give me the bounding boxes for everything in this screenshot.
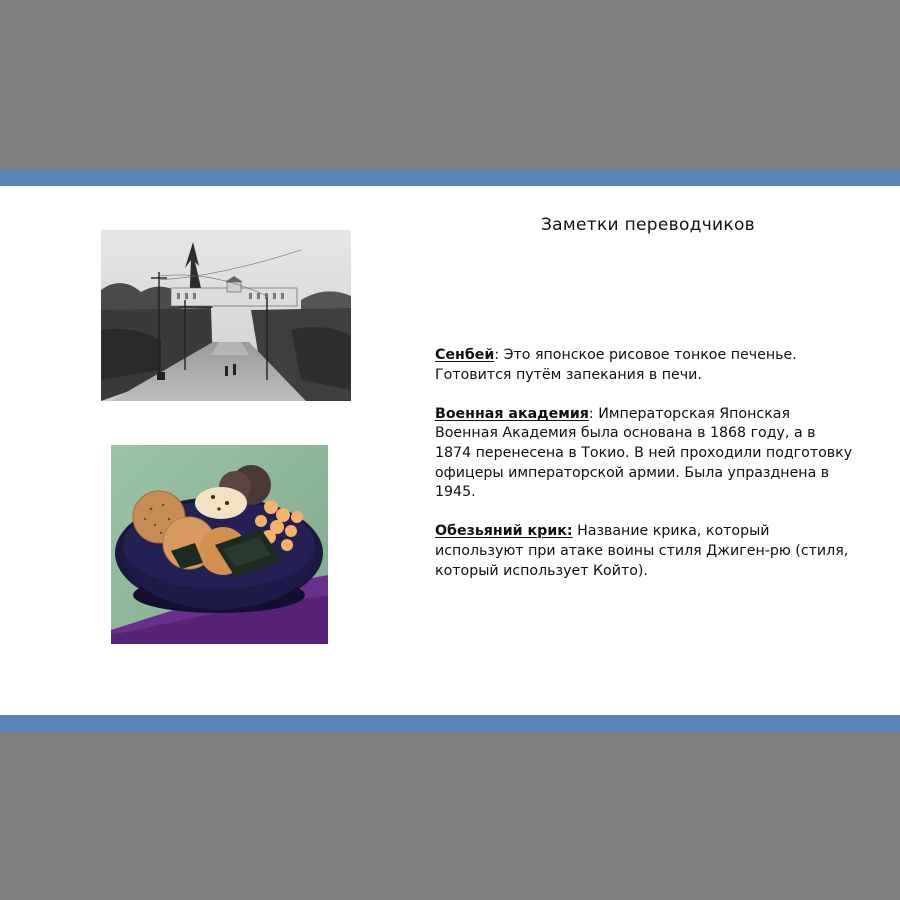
bottom-accent-band [0, 715, 900, 732]
note-text: Императорская Японская Военная Академия была основана в 1868 году, а в 1874 перенесена в Токио. В ней проходили подготовку офицеры императорской армии. Была упразднена в 1945. [435, 405, 853, 501]
note-term: Сенбей [435, 347, 495, 363]
top-accent-band [0, 169, 900, 186]
page-title: Заметки переводчиков [540, 215, 755, 235]
translator-notes [435, 346, 855, 601]
military-academy-photo [101, 230, 351, 401]
note-senbei [435, 346, 855, 385]
note-separator: : [588, 405, 599, 422]
note-military-academy [435, 405, 855, 503]
note-term: Военная академия [435, 405, 589, 422]
note-text: Название крика, который используют при атаке воины стиля Джиген-рю (стиля, который использует Който). [435, 523, 849, 579]
note-separator: : [494, 347, 504, 363]
note-monkey-cry [435, 522, 855, 581]
note-text: Это японское рисовое тонкое печенье. Готовится путём запекания в печи. [435, 347, 797, 383]
senbei-photo [111, 445, 328, 644]
note-term: Обезьяний крик: [435, 523, 573, 540]
